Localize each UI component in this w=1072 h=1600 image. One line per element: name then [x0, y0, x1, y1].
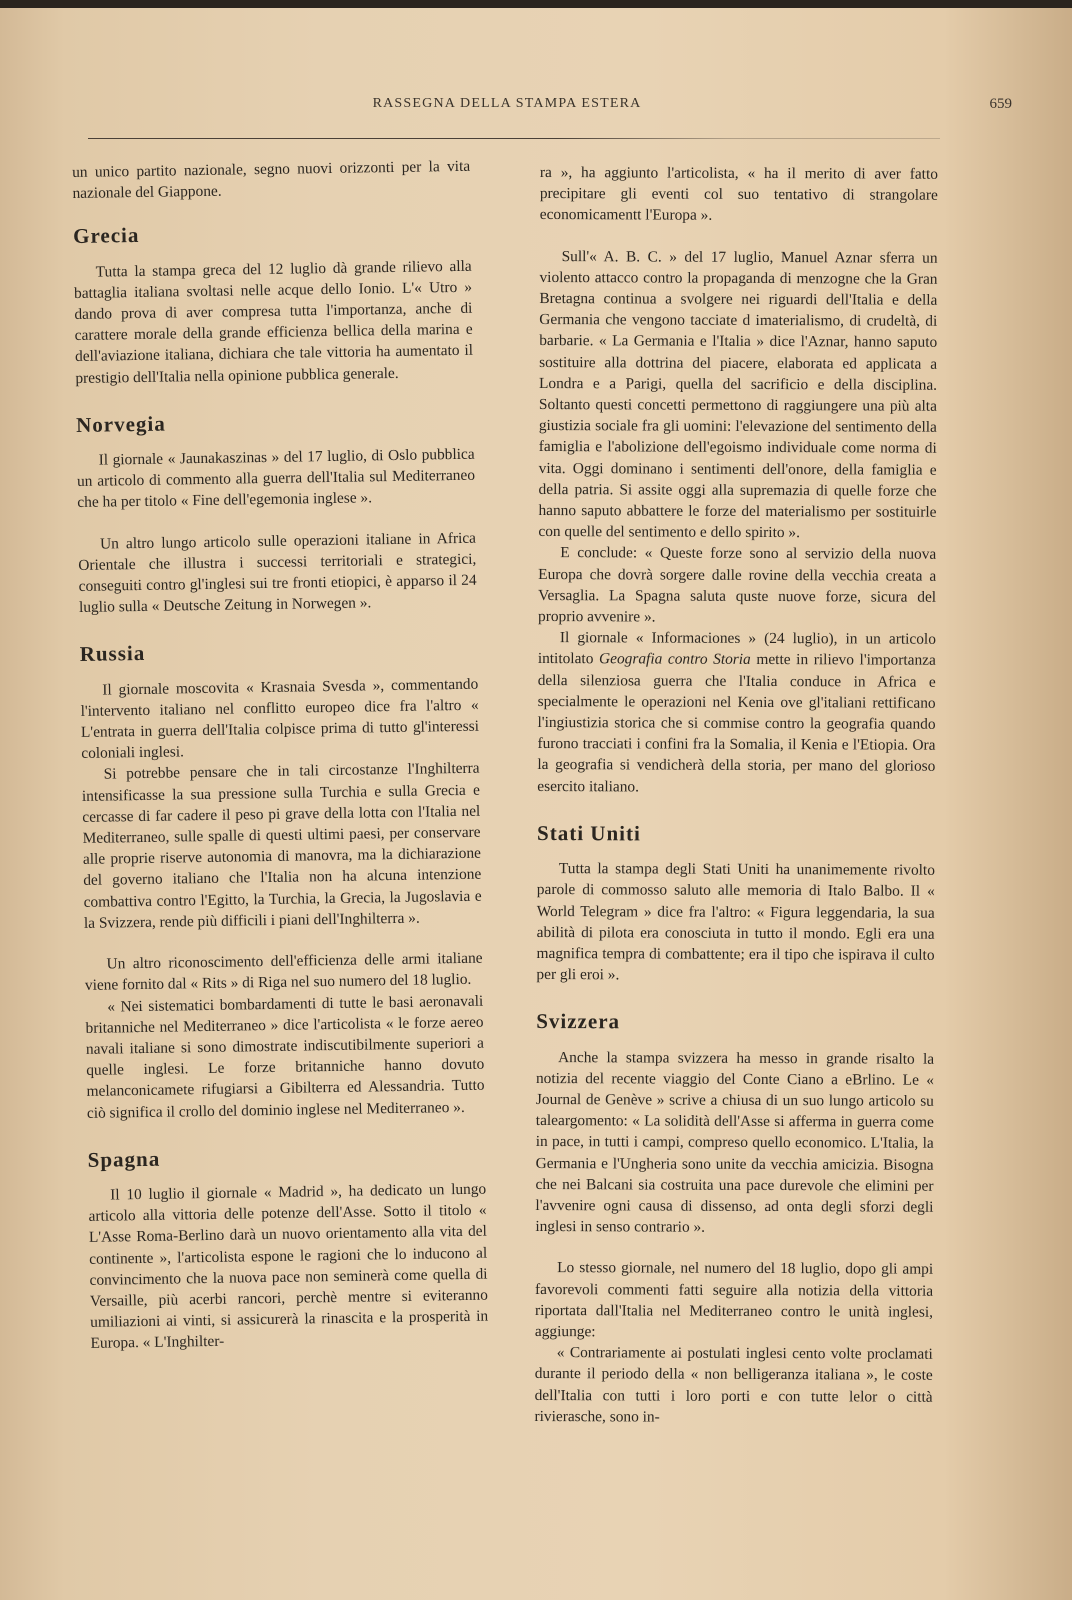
spagna-paragraph-1: Il 10 luglio il giornale « Madrid », ha dedicato un lungo articolo alla vittoria delle potenze dell'Asse. Sotto il titolo « L'Asse Roma-Berlino darà un nuovo orientamento alla vita del continente », l'articolista espone le ragioni che lo inducono al convincimento che la nuova pace non seminerà come quella di Versaille, più acerbi rancori, perchè mentre si eviteranno umiliazioni ai vinti, si assicurerà la rinascita e la prosperità in Europa. « L'Inghilter-: [88, 1180, 489, 1353]
informaciones-text-after: mette in rilievo l'importanza della silenziosa guerra che l'Italia conduce in Africa e specialmente le operazioni nel Kenia ove gl'italiani rettificano l'ingiustizia storica che si commise contro la geografia quando furono tracciati i confini fra la Somalia, il Kenia e l'Etiopia. Ora la geografia si vendicherà della storia, per mano del glorioso esercito italiano.: [537, 651, 936, 796]
stati-uniti-paragraph-1: Tutta la stampa degli Stati Uniti ha unanimemente rivolto parole di commosso saluto alle memoria di Italo Balbo. Il « World Telegram » dice fra l'altro: « Figura leggendaria, la sua abilità di pilota era conosciuta in tutto il mondo. Egli era una magnifica tempra di combattente; era il tipo che ispirava il culto per gli eroi ».: [536, 860, 935, 984]
running-head: RASSEGNA DELLA STAMPA ESTERA: [372, 96, 642, 111]
svizzera-paragraph-3: « Contrariamente ai postulati inglesi cento volte proclamati durante il periodo della « non belligeranza italiana », le coste dell'Italia con tutti i loro porti e con tutte lelor o città rivierasche, sono in-: [534, 1344, 933, 1426]
russia-paragraph-1: Il giornale moscovita « Krasnaia Svesda », commentando l'intervento italiano nel conflitto europeo dice fra l'altro « L'entrata in guerra dell'Italia colpisce prima di tutto gl'interessi coloniali inglesi.: [80, 675, 480, 763]
article-title: Geografia contro Storia: [598, 650, 751, 669]
norvegia-paragraph-2: Un altro lungo articolo sulle operazioni italiane in Africa Orientale che illustra i successi territoriali e strategici, conseguiti contro gl'inglesi sui tre fronti etiopici, è apparso il 24 luglio sulla « Deutsche Zeitung in Norwegen ».: [78, 529, 477, 617]
spagna-continuation: ra », ha aggiunto l'articolista, « ha il merito di aver fatto precipitare gli eventi col suo tentativo di strangolare economicamentt l'Europa ».: [539, 163, 938, 225]
russia-paragraph-2: Si potrebbe pensare che in tali circostanze l'Inghilterra intensificasse la sua pressione sulla Turchia e sulla Grecia e cercasse di far cadere il peso pi grave della lotta con l'Italia nel Mediterraneo, sulle spalle di questi ultimi paesi, per conservare alle proprie riserve autonomia di manovra, ma la dichiarazione del governo italiano che l'Italia non ha alcuna intenzione combattiva contro l'Egitto, la Turchia, la Grecia, la Jugoslavia e la Svizzera, rende più difficili i piani dell'Inghilterra ».: [81, 760, 482, 932]
right-column: [534, 162, 938, 1429]
page-number: 659: [989, 96, 1012, 112]
svizzera-paragraph-2: Lo stesso giornale, nel numero del 18 luglio, dopo gli ampi favorevoli commenti fatti seguire alla notizia della vittoria riportata dall'Italia nel Mediterraneo contro le unità inglesi, aggiunge:: [534, 1259, 934, 1341]
russia-paragraph-4: « Nei sistematici bombardamenti di tutte le basi aeronavali britanniche nel Mediterraneo » dice l'articolista « le forze aereo navali italiane si sono dimostrate indiscutibilmente superiori a quelle inglesi. Le forze britanniche hanno dovuto melanconicamete rifugiarsi a Gibilterra ed Alessandria. Tutto ciò significa il crollo del dominio inglese nel Mediterraneo ».: [85, 992, 485, 1122]
section-heading-russia: Russia: [79, 641, 146, 667]
svizzera-paragraph-1: Anche la stampa svizzera ha messo in grande risalto la notizia del recente viaggio del Conte Ciano a eBrlino. Le « Journal de Genève » scrive a chiusa di un suo lungo articolo su taleargomento: « La solidità dell'Asse si afferma in guerra come in pace, in tutti i campi, compreso quello economico. L'Italia, la Germania e l'Ungheria sono unite da vecchia amicizia. Bisogna che nei Balcani sia costruita una pace durevole che elimini per l'avvenire ogni causa di dissenso, ad onta degli sforzi degli inglesi in senso contrario ».: [535, 1048, 935, 1236]
document-page: [0, 8, 1072, 1600]
intro-paragraph: un unico partito nazionale, segno nuovi orizzonti per la vita nazionale del Giappone.: [72, 157, 471, 203]
norvegia-paragraph-1: Il giornale « Jaunakaszinas » del 17 luglio, di Oslo pubblica un articolo di commento alla guerra dell'Italia sul Mediterraneo che ha per titolo « Fine dell'egemonia inglese ».: [76, 445, 476, 512]
section-heading-stati-uniti: Stati Uniti: [537, 820, 641, 846]
spagna-conclude-paragraph: E conclude: « Queste forze sono al servizio della nuova Europa che dovrà sorgere dalle rovine della vecchia creata a Versaglia. La Spagna saluta quste nuove forze, sicura del proprio avvenire ».: [537, 544, 937, 626]
page-header: [72, 96, 1012, 124]
section-heading-norvegia: Norvegia: [75, 411, 166, 437]
section-heading-spagna: Spagna: [87, 1146, 161, 1172]
header-rule: [88, 138, 940, 139]
informaciones-text-before: Il giornale « Informaciones » (24 luglio), in un articolo intitolato: [537, 629, 936, 668]
spagna-abc-paragraph: Sull'« A. B. C. » del 17 luglio, Manuel Aznar sferra un violento attacco contro la propaganda di menzogne che la Gran Bretagna continua a svolgere nei riguardi dell'Italia e della Germania che vengono tacciate d imaterialismo, di crudeltà, di barbarie. « La Germania e l'Italia » dice l'Aznar, hanno saputo sostituire alla dottrina del piacere, elaborata ed applicata a Londra e a Parigi, quella del sacrificio e della disciplina. Soltanto questi concetti permettono di raggiungere una più alta giustizia sociale fra gli uomini: l'elevazione del sentimento della famiglia e l'abolizione dell'egoismo individuale come norma di vita. Oggi dominano i sentimenti dell'onore, della famiglia e della patria. Si assite oggi alla supremazia di quelle forze che hanno saputo abbattere le forze del materialismo per sostituirle con quelle del sentimento e dello spirito ».: [538, 247, 938, 542]
grecia-paragraph-1: Tutta la stampa greca del 12 luglio dà grande rilievo alla battaglia italiana svoltasi nelle acque dello Ionio. L'« Utro » dando prova di aver compresa tutta l'importanza, anche di carattere morale della grande efficienza bellica della marina e dell'aviazione italiana, dichiara che tale vittoria ha aumentato il prestigio dell'Italia nella opinione pubblica generale.: [73, 257, 474, 387]
section-heading-svizzera: Svizzera: [536, 1009, 621, 1034]
spagna-informaciones-paragraph: [537, 627, 936, 798]
left-column: [72, 156, 489, 1355]
russia-paragraph-3: Un altro riconoscimento dell'efficienza delle armi italiane viene fornito dal « Rits » di Riga nel suo numero del 18 luglio.: [84, 949, 483, 995]
section-heading-grecia: Grecia: [72, 223, 140, 249]
